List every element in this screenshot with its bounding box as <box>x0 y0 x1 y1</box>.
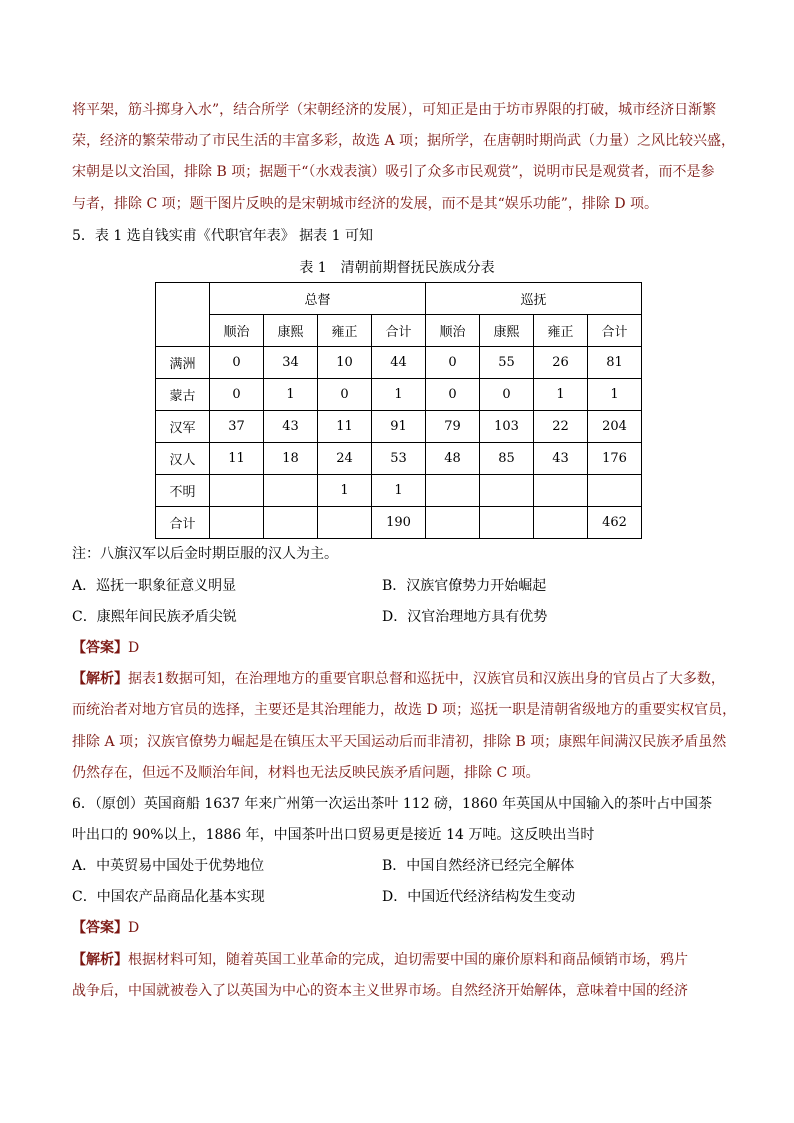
group-header-governor-general: 总督 <box>210 283 426 315</box>
q6-analysis-line-1 <box>72 950 688 970</box>
table-row <box>156 379 642 411</box>
table-cell: 103 <box>480 411 534 443</box>
table-cell <box>426 507 480 539</box>
table-cell <box>264 507 318 539</box>
q5-option-a: A．巡抚一职象征意义明显 <box>72 578 237 594</box>
table-cell: 22 <box>534 411 588 443</box>
sub-header: 合计 <box>588 315 642 347</box>
table-cell: 43 <box>534 443 588 475</box>
table-cell: 190 <box>372 507 426 539</box>
row-label: 合计 <box>156 507 210 539</box>
q5-answer <box>72 638 139 658</box>
table-cell: 10 <box>318 347 372 379</box>
q6-option-b: B．中国自然经济已经完全解体 <box>382 858 575 874</box>
table-cell: 79 <box>426 411 480 443</box>
answer-tag: 【答案】 <box>72 640 128 656</box>
q6-option-a: A．中英贸易中国处于优势地位 <box>72 858 265 874</box>
table-cell <box>318 507 372 539</box>
table-cell: 1 <box>534 379 588 411</box>
table-row <box>156 443 642 475</box>
table-cell: 1 <box>372 379 426 411</box>
table-cell: 204 <box>588 411 642 443</box>
table-cell <box>210 507 264 539</box>
row-label: 汉军 <box>156 411 210 443</box>
table-cell: 91 <box>372 411 426 443</box>
table-caption: 表 1 清朝前期督抚民族成分表 <box>299 260 495 276</box>
q5-option-d: D．汉官治理地方具有优势 <box>382 609 548 625</box>
analysis-text: 根据材料可知，随着英国工业革命的完成，迫切需要中国的廉价原料和商品倾销市场，鸦片 <box>128 952 688 968</box>
q5-stem: 5．表 1 选自钱实甫《代职官年表》 据表 1 可知 <box>72 228 373 244</box>
table-cell <box>588 475 642 507</box>
row-label: 满洲 <box>156 347 210 379</box>
intro-line-2: 荣，经济的繁荣带动了市民生活的丰富多彩，故选 A 项；据所学，在唐朝时期尚武（力量）之风比较兴盛， <box>72 133 736 149</box>
table-cell: 1 <box>264 379 318 411</box>
table-cell <box>264 475 318 507</box>
table-cell: 462 <box>588 507 642 539</box>
q6-answer <box>72 918 139 938</box>
sub-header: 雍正 <box>318 315 372 347</box>
row-label: 汉人 <box>156 443 210 475</box>
table-cell <box>534 475 588 507</box>
table-note: 注：八旗汉军以后金时期臣服的汉人为主。 <box>72 546 338 562</box>
sub-header: 雍正 <box>534 315 588 347</box>
table-subheader-row <box>156 315 642 347</box>
table-cell: 26 <box>534 347 588 379</box>
corner-cell <box>156 283 210 347</box>
q5-option-b: B．汉族官僚势力开始崛起 <box>382 578 547 594</box>
table-row <box>156 411 642 443</box>
table-cell: 1 <box>318 475 372 507</box>
sub-header: 顺治 <box>210 315 264 347</box>
table-cell: 55 <box>480 347 534 379</box>
table-cell <box>480 507 534 539</box>
table-cell: 11 <box>210 443 264 475</box>
q5-analysis-line-3: 排除 A 项；汉族官僚势力崛起是在镇压太平天国运动后而非清初，排除 B 项；康熙年间满汉民族矛盾虽然 <box>72 734 727 750</box>
answer-tag: 【答案】 <box>72 920 128 936</box>
q6-option-c: C．中国农产品商品化基本实现 <box>72 889 265 905</box>
table-cell: 37 <box>210 411 264 443</box>
sub-header: 顺治 <box>426 315 480 347</box>
table-cell: 43 <box>264 411 318 443</box>
table-cell: 1 <box>372 475 426 507</box>
q6-stem-line-2: 叶出口的 90%以上，1886 年，中国茶叶出口贸易更是接近 14 万吨。这反映出当时 <box>72 827 595 843</box>
analysis-tag: 【解析】 <box>72 952 128 968</box>
q5-analysis-line-1 <box>72 669 725 689</box>
table-cell: 11 <box>318 411 372 443</box>
q5-option-c: C．康熙年间民族矛盾尖锐 <box>72 609 237 625</box>
row-label: 不明 <box>156 475 210 507</box>
q5-analysis-line-2: 而统治者对地方官员的选择，主要还是其治理能力，故选 D 项；巡抚一职是清朝省级地方的重要实权官员， <box>72 702 737 718</box>
table-cell: 18 <box>264 443 318 475</box>
q6-option-d: D．中国近代经济结构发生变动 <box>382 889 576 905</box>
table-cell: 0 <box>480 379 534 411</box>
table-cell: 53 <box>372 443 426 475</box>
table-cell <box>426 475 480 507</box>
table-row <box>156 507 642 539</box>
sub-header: 合计 <box>372 315 426 347</box>
q5-analysis-line-4: 仍然存在，但远不及顺治年间，材料也无法反映民族矛盾问题，排除 C 项。 <box>72 765 540 781</box>
table-cell <box>210 475 264 507</box>
table-cell: 24 <box>318 443 372 475</box>
intro-line-1: 将平架，筋斗掷身入水”，结合所学（宋朝经济的发展），可知正是由于坊市界限的打破，城市经济日渐繁 <box>72 102 717 118</box>
table-cell: 34 <box>264 347 318 379</box>
table-header-row <box>156 283 642 315</box>
table-cell: 0 <box>318 379 372 411</box>
table-cell <box>534 507 588 539</box>
table-cell: 0 <box>210 379 264 411</box>
group-header-governor: 巡抚 <box>426 283 642 315</box>
row-label: 蒙古 <box>156 379 210 411</box>
analysis-tag: 【解析】 <box>72 671 128 687</box>
table-cell: 0 <box>210 347 264 379</box>
table-cell: 0 <box>426 347 480 379</box>
table-row <box>156 475 642 507</box>
table-cell: 48 <box>426 443 480 475</box>
table-cell: 1 <box>588 379 642 411</box>
table-cell <box>480 475 534 507</box>
table-cell: 176 <box>588 443 642 475</box>
sub-header: 康熙 <box>480 315 534 347</box>
ethnic-composition-table <box>155 282 642 539</box>
table-cell: 85 <box>480 443 534 475</box>
table-cell: 44 <box>372 347 426 379</box>
answer-value: D <box>128 920 140 936</box>
table-cell: 81 <box>588 347 642 379</box>
q6-analysis-line-2: 战争后，中国就被卷入了以英国为中心的资本主义世界市场。自然经济开始解体，意味着中国的经济 <box>72 983 688 999</box>
q6-stem-line-1: 6．（原创）英国商船 1637 年来广州第一次运出茶叶 112 磅，1860 年英国从中国输入的茶叶占中国茶 <box>72 796 713 812</box>
table-row <box>156 347 642 379</box>
intro-line-3: 宋朝是以文治国，排除 B 项；据题干“（水戏表演）吸引了众多市民观赏”，说明市民是观赏者，而不是参 <box>72 164 715 180</box>
intro-line-4: 与者，排除 C 项；题干图片反映的是宋朝城市经济的发展，而不是其“娱乐功能”，排除 D 项。 <box>72 196 659 212</box>
sub-header: 康熙 <box>264 315 318 347</box>
table-cell: 0 <box>426 379 480 411</box>
answer-value: D <box>128 640 140 656</box>
analysis-text: 据表1数据可知，在治理地方的重要官职总督和巡抚中，汉族官员和汉族出身的官员占了大多数， <box>128 671 725 687</box>
